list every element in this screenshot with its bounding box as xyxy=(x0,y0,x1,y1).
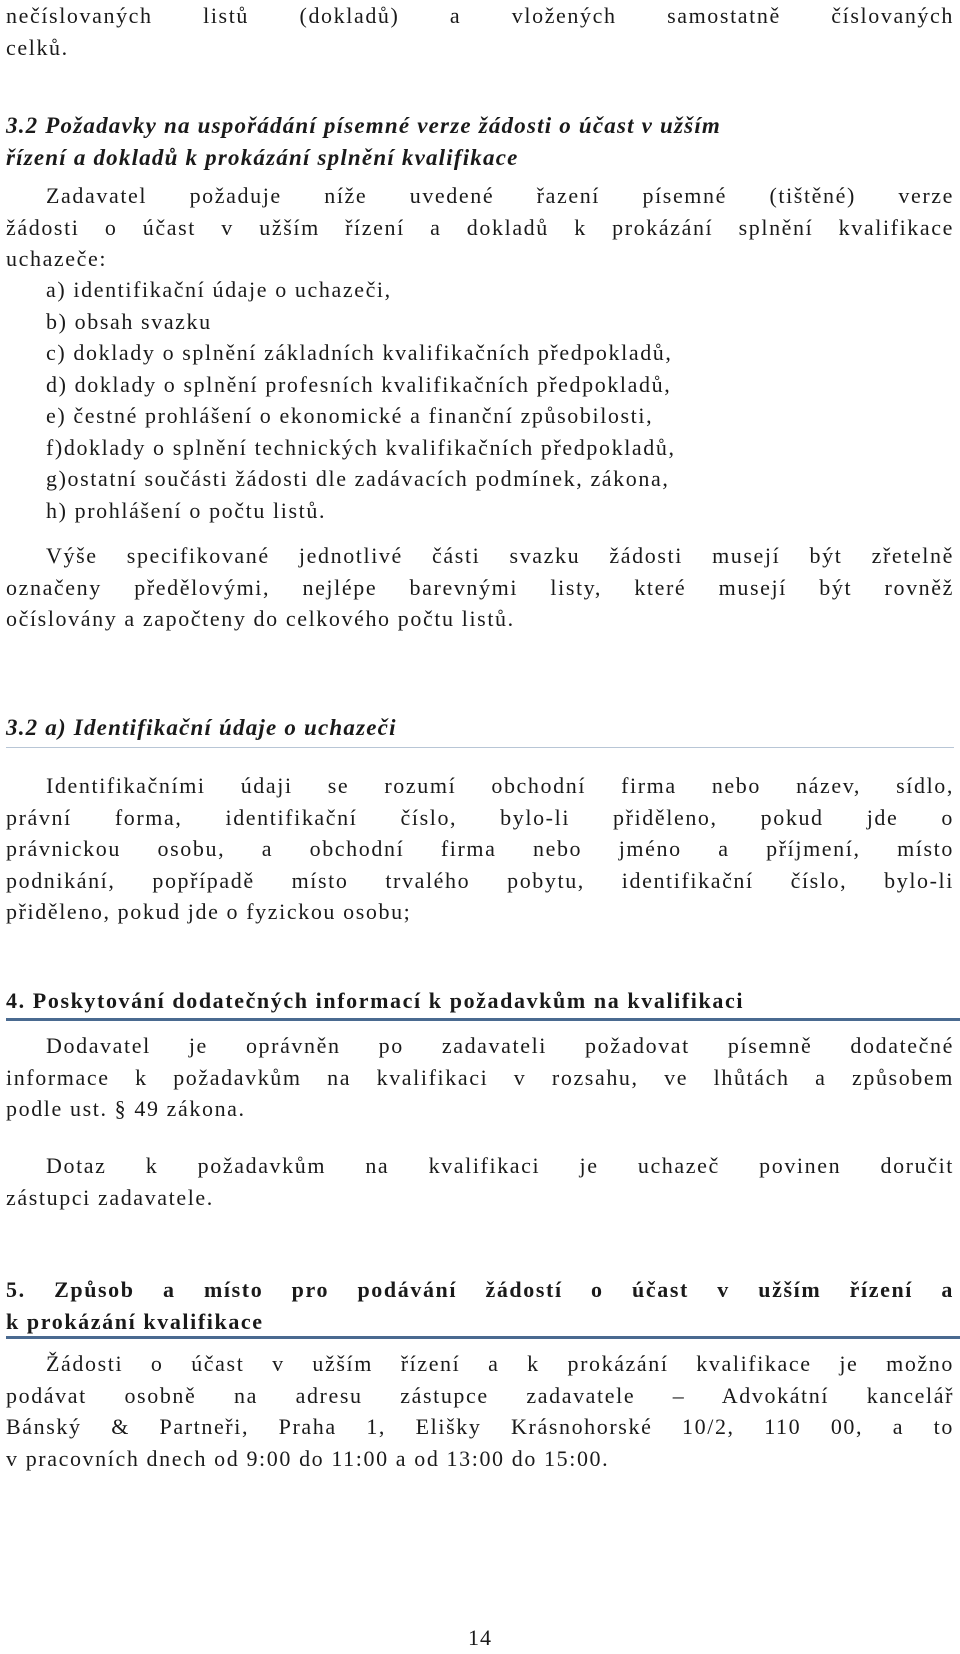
section-3-2a-heading xyxy=(6,712,954,744)
list-item: g)ostatní součásti žádosti dle zadávacích podmínek, zákona, xyxy=(46,466,670,491)
heading-line: řízení a dokladů k prokázání splnění kvalifikace xyxy=(6,144,519,170)
section-5-heading xyxy=(6,1274,954,1337)
text-line: Dodavatel je oprávněn po zadavateli požadovat písemně dodatečné xyxy=(46,1033,954,1058)
text-line: podle ust. § 49 zákona. xyxy=(6,1096,246,1121)
text-line: očíslovány a započteny do celkového počtu listů. xyxy=(6,606,515,631)
page-number: 14 xyxy=(468,1625,492,1650)
text-line: Zadavatel požaduje níže uvedené řazení písemné (tištěné) verze xyxy=(46,183,954,208)
text-line: Výše specifikované jednotlivé části svazku žádosti musejí být zřetelně xyxy=(46,543,954,568)
text-line: podnikání, popřípadě místo trvalého pobytu, identifikační číslo, bylo-li xyxy=(6,867,954,893)
section-4-paragraph-1 xyxy=(6,1030,954,1125)
heading-line: k prokázání kvalifikace xyxy=(6,1308,264,1334)
text-line: Identifikačními údaji se rozumí obchodní firma nebo název, sídlo, xyxy=(46,773,954,798)
text-line: Dotaz k požadavkům na kvalifikaci je uchazeč povinen doručit xyxy=(46,1153,954,1178)
required-documents-list xyxy=(6,274,954,526)
text-line: nečíslovaných listů (dokladů) a vložených samostatně číslovaných xyxy=(6,3,954,28)
section-4-heading xyxy=(6,985,954,1017)
list-item: c) doklady o splnění základních kvalifikačních předpokladů, xyxy=(46,340,673,365)
text-line: podávat osobně na adresu zástupce zadavatele – Advokátní kancelář xyxy=(6,1382,954,1408)
heading-divider xyxy=(6,1336,960,1339)
heading-line: 5. Způsob a místo pro podávání žádostí o účast v užším řízení a xyxy=(6,1277,954,1302)
text-line: uchazeče: xyxy=(6,246,108,271)
list-item: h) prohlášení o počtu listů. xyxy=(46,497,327,523)
heading-line: 3.2 Požadavky na uspořádání písemné verze žádosti o účast v užším xyxy=(6,113,722,138)
section-3-2a-body xyxy=(6,770,954,928)
text-line: v pracovních dnech od 9:00 do 11:00 a od 13:00 do 15:00. xyxy=(6,1445,610,1471)
list-item: a) identifikační údaje o uchazeči, xyxy=(46,277,392,302)
heading-divider xyxy=(6,1018,960,1021)
heading-line: 4. Poskytování dodatečných informací k požadavkům na kvalifikaci xyxy=(6,988,745,1013)
list-item: d) doklady o splnění profesních kvalifikačních předpokladů, xyxy=(46,371,672,397)
text-line: Žádosti o účast v užším řízení a k prokázání kvalifikace je možno xyxy=(46,1351,954,1376)
heading-divider xyxy=(6,747,954,748)
text-line: právní forma, identifikační číslo, bylo-li přiděleno, pokud jde o xyxy=(6,804,954,830)
text-line: označeny předělovými, nejlépe barevnými listy, které musejí být rovněž xyxy=(6,574,954,600)
text-line: zástupci zadavatele. xyxy=(6,1184,214,1210)
text-line: právnickou osobu, a obchodní firma nebo jméno a příjmení, místo xyxy=(6,836,954,861)
section-5-body xyxy=(6,1348,954,1474)
section-3-2-note xyxy=(6,540,954,635)
section-3-2-intro xyxy=(6,180,954,275)
heading-line: 3.2 a) Identifikační údaje o uchazeči xyxy=(6,715,397,740)
text-line: přiděleno, pokud jde o fyzickou osobu; xyxy=(6,899,412,924)
text-line: celků. xyxy=(6,34,69,60)
section-4-paragraph-2 xyxy=(6,1150,954,1213)
list-item: b) obsah svazku xyxy=(46,308,212,334)
continuation-text xyxy=(6,0,954,63)
text-line: žádosti o účast v užším řízení a dokladů k prokázání splnění kvalifikace xyxy=(6,214,954,240)
text-line: informace k požadavkům na kvalifikaci v rozsahu, ve lhůtách a způsobem xyxy=(6,1064,954,1090)
text-line: Bánský & Partneři, Praha 1, Elišky Krásnohorské 10/2, 110 00, a to xyxy=(6,1414,954,1439)
list-item: e) čestné prohlášení o ekonomické a finanční způsobilosti, xyxy=(46,403,654,428)
list-item: f)doklady o splnění technických kvalifikačních předpokladů, xyxy=(46,434,676,460)
section-3-2-heading xyxy=(6,110,954,173)
